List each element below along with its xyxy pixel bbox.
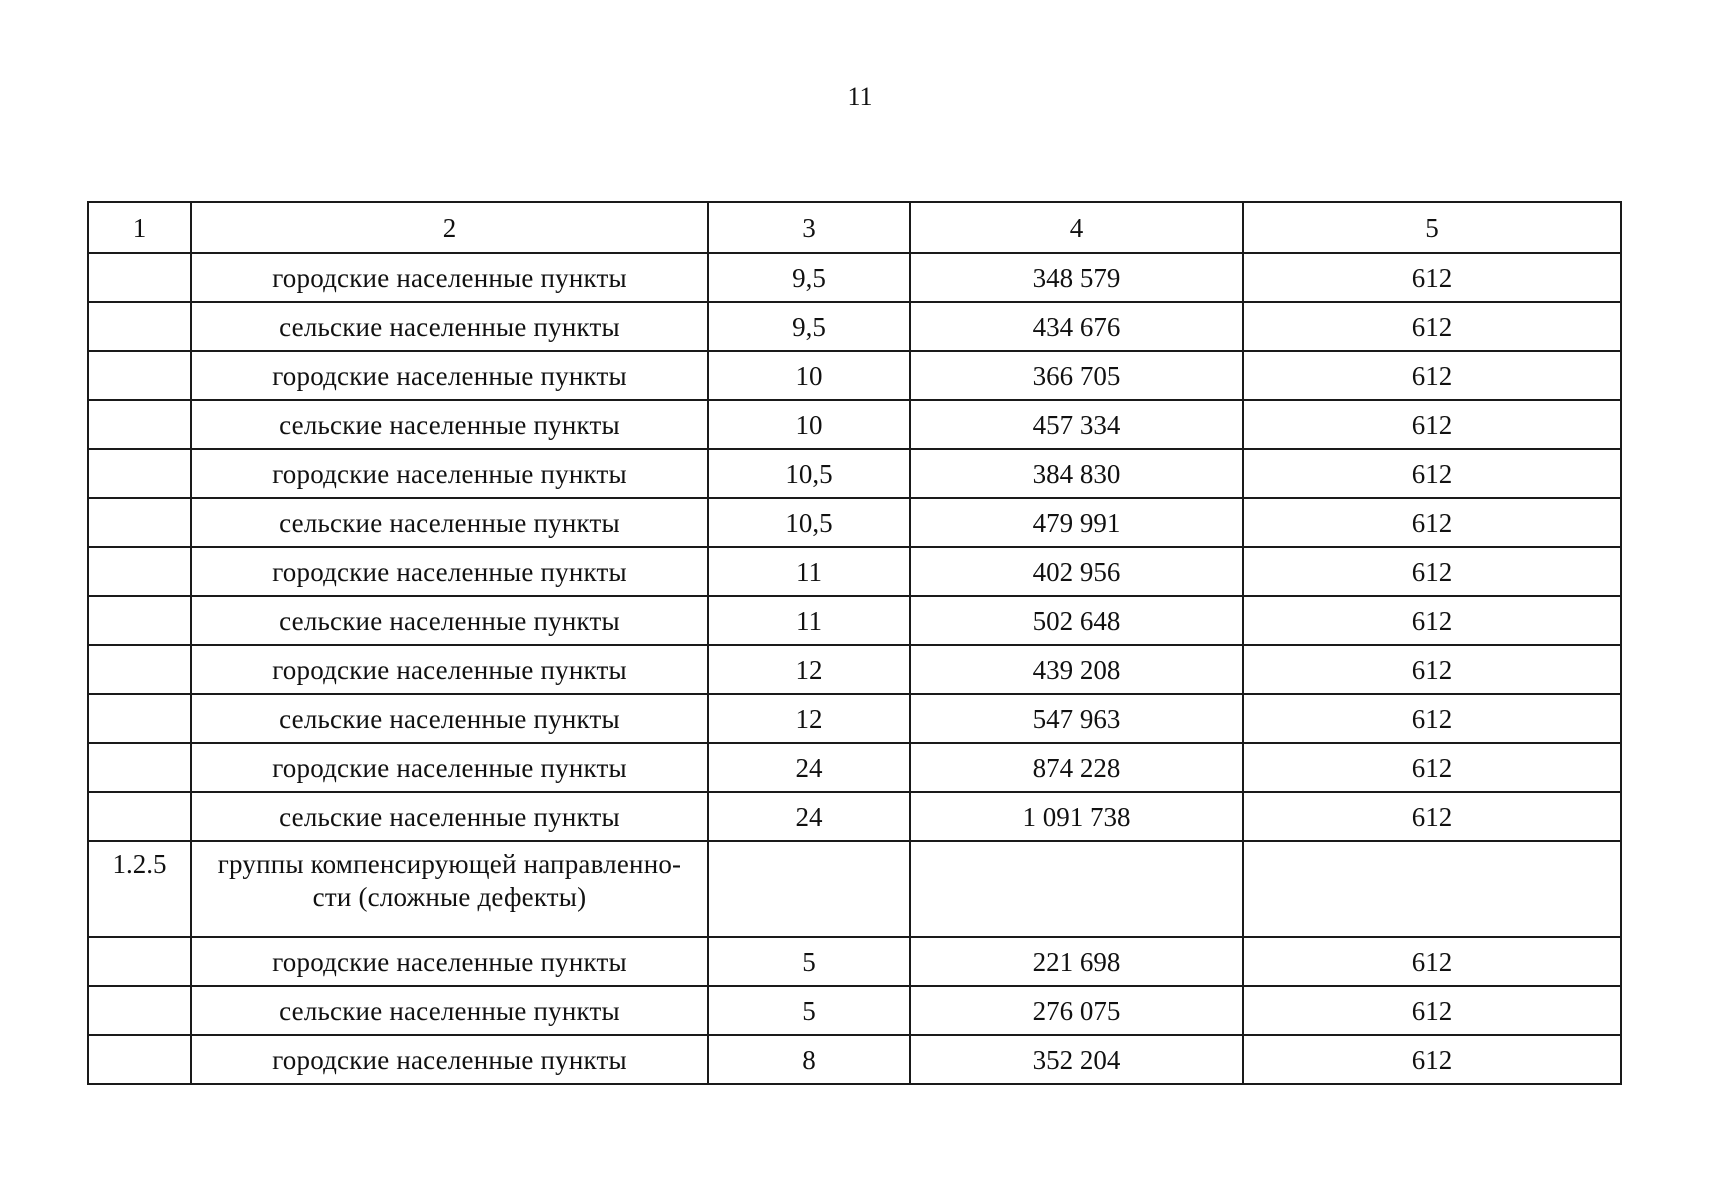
column-3-cell: 10,5 (708, 449, 910, 498)
row-label-cell: городские населенные пункты (191, 1035, 708, 1084)
group-label-line-2: сти (сложные дефекты) (312, 882, 587, 912)
row-number-cell (88, 937, 191, 986)
row-number-cell: 1.2.5 (88, 841, 191, 937)
page-number: 11 (847, 82, 873, 111)
column-3-cell: 12 (708, 645, 910, 694)
column-5-cell: 612 (1243, 1035, 1621, 1084)
table-row (88, 498, 1621, 547)
table-row (88, 694, 1621, 743)
table-row (88, 937, 1621, 986)
header-cell: 3 (708, 202, 910, 253)
tariff-table (87, 201, 1622, 1085)
row-label-cell: городские населенные пункты (191, 351, 708, 400)
column-4-cell (910, 841, 1243, 937)
column-5-cell: 612 (1243, 694, 1621, 743)
row-label-cell: городские населенные пункты (191, 645, 708, 694)
row-number-cell (88, 351, 191, 400)
column-5-cell: 612 (1243, 449, 1621, 498)
row-label-cell: городские населенные пункты (191, 743, 708, 792)
column-5-cell: 612 (1243, 596, 1621, 645)
column-3-cell: 11 (708, 596, 910, 645)
column-5-cell: 612 (1243, 302, 1621, 351)
row-label-cell: сельские населенные пункты (191, 302, 708, 351)
table-row (88, 743, 1621, 792)
row-label-cell: городские населенные пункты (191, 937, 708, 986)
row-number-cell (88, 792, 191, 841)
column-3-cell: 5 (708, 986, 910, 1035)
row-number-cell (88, 449, 191, 498)
table-row (88, 1035, 1621, 1084)
column-4-cell: 276 075 (910, 986, 1243, 1035)
column-4-cell: 479 991 (910, 498, 1243, 547)
column-3-cell: 10 (708, 351, 910, 400)
row-number-cell (88, 302, 191, 351)
row-label-cell: сельские населенные пункты (191, 986, 708, 1035)
column-3-cell: 10 (708, 400, 910, 449)
column-4-cell: 434 676 (910, 302, 1243, 351)
table-row (88, 400, 1621, 449)
column-4-cell: 502 648 (910, 596, 1243, 645)
column-3-cell: 8 (708, 1035, 910, 1084)
column-3-cell: 24 (708, 743, 910, 792)
column-4-cell: 221 698 (910, 937, 1243, 986)
table-row (88, 986, 1621, 1035)
column-4-cell: 384 830 (910, 449, 1243, 498)
column-4-cell: 439 208 (910, 645, 1243, 694)
row-number-cell (88, 743, 191, 792)
column-4-cell: 457 334 (910, 400, 1243, 449)
row-label-cell: сельские населенные пункты (191, 694, 708, 743)
column-3-cell: 9,5 (708, 253, 910, 302)
column-5-cell: 612 (1243, 645, 1621, 694)
row-label-cell: сельские населенные пункты (191, 400, 708, 449)
table-group-row (88, 841, 1621, 937)
row-number-cell (88, 498, 191, 547)
column-3-cell: 24 (708, 792, 910, 841)
row-number-cell (88, 596, 191, 645)
row-label-cell: городские населенные пункты (191, 449, 708, 498)
column-4-cell: 547 963 (910, 694, 1243, 743)
column-3-cell (708, 841, 910, 937)
table-row (88, 351, 1621, 400)
column-5-cell: 612 (1243, 400, 1621, 449)
column-4-cell: 874 228 (910, 743, 1243, 792)
table-row (88, 449, 1621, 498)
table-row (88, 253, 1621, 302)
table-row (88, 792, 1621, 841)
row-number-cell (88, 400, 191, 449)
table-row (88, 547, 1621, 596)
row-label-cell: сельские населенные пункты (191, 792, 708, 841)
column-3-cell: 11 (708, 547, 910, 596)
table-header-row (88, 202, 1621, 253)
row-label-cell: сельские населенные пункты (191, 596, 708, 645)
row-label-cell: городские населенные пункты (191, 547, 708, 596)
row-label-cell: сельские населенные пункты (191, 498, 708, 547)
header-cell: 2 (191, 202, 708, 253)
row-number-cell (88, 253, 191, 302)
group-label-line-1: группы компенсирующей направленно- (217, 849, 682, 879)
column-4-cell: 352 204 (910, 1035, 1243, 1084)
row-number-cell (88, 1035, 191, 1084)
column-3-cell: 5 (708, 937, 910, 986)
column-5-cell: 612 (1243, 743, 1621, 792)
row-number-cell (88, 645, 191, 694)
row-number-cell (88, 986, 191, 1035)
table-row (88, 596, 1621, 645)
group-label-cell (191, 841, 708, 937)
column-4-cell: 348 579 (910, 253, 1243, 302)
column-5-cell: 612 (1243, 253, 1621, 302)
column-4-cell: 402 956 (910, 547, 1243, 596)
column-3-cell: 12 (708, 694, 910, 743)
column-5-cell: 612 (1243, 986, 1621, 1035)
row-number-cell (88, 547, 191, 596)
header-cell: 4 (910, 202, 1243, 253)
header-cell: 5 (1243, 202, 1621, 253)
column-5-cell: 612 (1243, 498, 1621, 547)
column-5-cell: 612 (1243, 547, 1621, 596)
column-5-cell (1243, 841, 1621, 937)
row-label-cell: городские населенные пункты (191, 253, 708, 302)
table-row (88, 645, 1621, 694)
header-cell: 1 (88, 202, 191, 253)
table-row (88, 302, 1621, 351)
column-5-cell: 612 (1243, 351, 1621, 400)
column-4-cell: 366 705 (910, 351, 1243, 400)
column-3-cell: 9,5 (708, 302, 910, 351)
column-5-cell: 612 (1243, 792, 1621, 841)
column-4-cell: 1 091 738 (910, 792, 1243, 841)
row-number-cell (88, 694, 191, 743)
column-3-cell: 10,5 (708, 498, 910, 547)
column-5-cell: 612 (1243, 937, 1621, 986)
